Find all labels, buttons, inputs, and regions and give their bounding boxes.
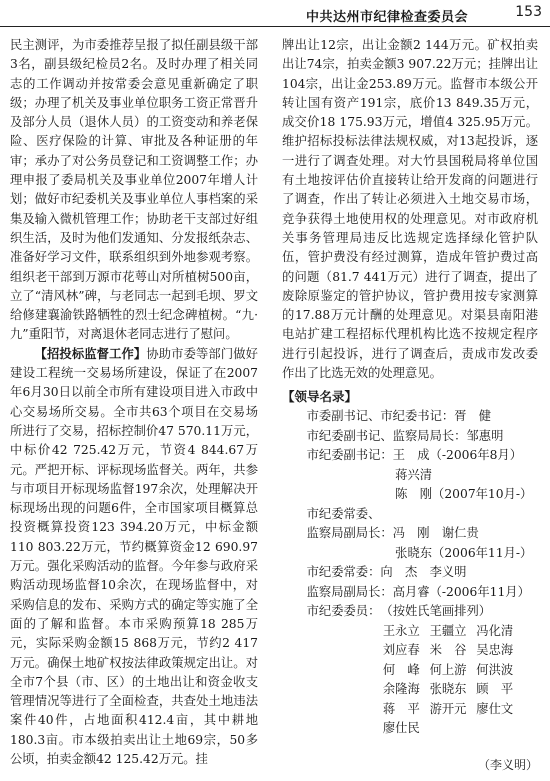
leader-names-continued: 蒋兴清 [395,467,433,482]
leader-row [282,563,538,583]
leader-role: 市纪委常委、 [306,506,381,521]
leader-names: 冯 刚 谢仁贵 [392,526,479,541]
member-name: 游开元 [429,701,467,716]
running-title: 中共达州市纪律检查委员会 [305,10,468,25]
leader-names: 胥 健 [454,409,492,424]
left-column [10,36,258,769]
leader-names: 王 成（-2006年8月） [392,448,523,463]
paragraph-bidding-cont: 牌出让12宗，出让金额2 144万元。矿权拍卖出让74宗，拍卖金额3 907.22万元；挂牌出让104宗，出让金253.89万元。监督市本级公开转让国有资产191宗，底价13 849.35万元，成交价18 175.93万元，增值4 325.95万元。维护招标投标法律法规权威，对13起投诉，逐一进行了调查处理。对大竹县国税局将单位国有土地按评估价直接转让给开发商的问题进行了调查，作出了转让必须进入土地交易市场，竞争获得土地使用权的处理意见。对市政府机关事务管理局违反比选规定选择绿化管护队伍，管护费没有经过测算，造成年管护费过高的问题（81.7 441万元）进行了调查，提出了废除原鉴定的管护协议，管护费用按专家测算的17.88万元计酬的处理意见。对渠县南阳港电站扩建工程招标代理机构比选不按规定程序进行引起投诉，进行了调查后，责成市发改委作出了比选无效的处理意见。 [282,38,538,381]
leader-row [282,446,538,466]
member-name: 何 峰 [382,662,420,677]
author-credit: （李义明） [477,758,538,772]
member-name: 蒋 平 [382,701,420,716]
leader-names: （按姓氏笔画排列） [380,604,492,619]
page-number: 153 [515,4,542,20]
bidding-text: 协助市委等部门做好建设工程统一交易场所建设，保证了在2007年6月30日以前全市所有建设项目进入市政中心交易场所交易。全市共63个项目在交易场所进行了交易，招标控制价47 570.11万元，中标价42 725.42万元，节资4 844.67万元。严把开标、评标现场监督关。两年，共参与市项目开标现场监督197余次，处理解决开标现场出现的问题6件，全市国家项目概算总投资概算投资123 394.20万元，中标金额110 803.22万元，节约概算资金12 690.97万元。强化采购活动的监督。今年参与政府采购活动现场监督10余次，在现场监督中，对采购信息的发布、采购方式的确定等实施了全面的了解和监督。本市采购预算18 285万元，实际采购金额15 868万元，节约2 417万元。确保土地矿权按法律政策规定出让。对全市7个县（市、区）的土地出让和资金收支管理情况等进行了全面检查，共查处土地违法案件40件，占地面积412.4亩，其中耕地180.3亩。市本级拍卖出让土地69宗，50多公顷，拍卖金额42 125.42万元。挂 [10,346,258,766]
leader-row [282,427,538,447]
leader-names: 高月睿（-2006年11月） [392,584,530,599]
member-name: 廖仕民 [382,721,420,736]
leader-role: 市纪委委员： [306,604,381,619]
member-name: 余隆海 [382,682,420,697]
leader-list [282,407,538,739]
paragraph-personnel-cont: 民主测评，为市委推荐呈报了拟任副县级干部3名，副县级纪检员2名。及时办理了相关同志的工作调动并按常委会意见重新确定了职级；办理了机关及事业单位职务工资正常晋升及部分人员（退休人员）的工资变动和养老保险、医疗保险的计算、审批及各种证册的年审；承办了对公务员登记和工资调整工作；办理申报了委局机关及事业单位2007年增人计划；做好市纪委机关及事业单位人事档案的采集及输入微机管理工作；协助老干支部过好组织生活，及时为他们发通知、分发报纸杂志、准备好学习文件，联系组织到外地参观考察。组织老干部到万源市花萼山对所植树500亩，立了“清风林”碑，与老同志一起到毛坝、罗文给修建襄渝铁路牺牲的烈士纪念碑植树。“九·九”重阳节，对离退休老同志进行了慰问。 [10,38,258,342]
leader-row [282,602,538,622]
member-name: 冯化清 [476,623,514,638]
leader-row [282,583,538,603]
page-header [0,0,550,30]
leader-names-continued: 陈 刚（2007年10月-） [395,487,533,502]
leader-role: 市纪委副书记、监察局局长： [306,428,467,443]
header-rule [0,26,550,27]
member-name: 王永立 [382,623,420,638]
leader-row [282,505,538,525]
section-tag-bidding: 【招投标监督工作】 [34,346,147,361]
leader-role: 监察局副局长： [306,584,393,599]
member-name: 刘应春 [382,643,420,658]
member-name: 廖仕文 [476,701,514,716]
right-column [282,36,538,739]
member-name: 何洪波 [476,662,514,677]
paragraph-bidding-supervision [10,345,258,770]
leader-role: 市纪委常委： [306,565,381,580]
leader-role: 监察局副局长： [306,526,393,541]
leader-names: 向 杰 李义明 [380,565,467,580]
member-name: 吴忠海 [476,643,514,658]
member-name: 王疆立 [429,623,467,638]
member-name: 张晓东 [429,682,467,697]
leader-role: 市纪委副书记： [306,448,393,463]
leader-row [282,407,538,427]
member-grid [282,622,538,739]
leader-names-continued: 张晓东（2006年11月-） [395,545,533,560]
section-heading-leaders: 【领导名录】 [282,389,358,405]
member-name: 米 谷 [429,643,467,658]
leader-row [282,524,538,544]
member-name: 顾 平 [476,682,514,697]
leader-role: 市委副书记、市纪委书记： [306,409,455,424]
leader-names: 邹惠明 [466,428,504,443]
member-name: 何上游 [429,662,467,677]
